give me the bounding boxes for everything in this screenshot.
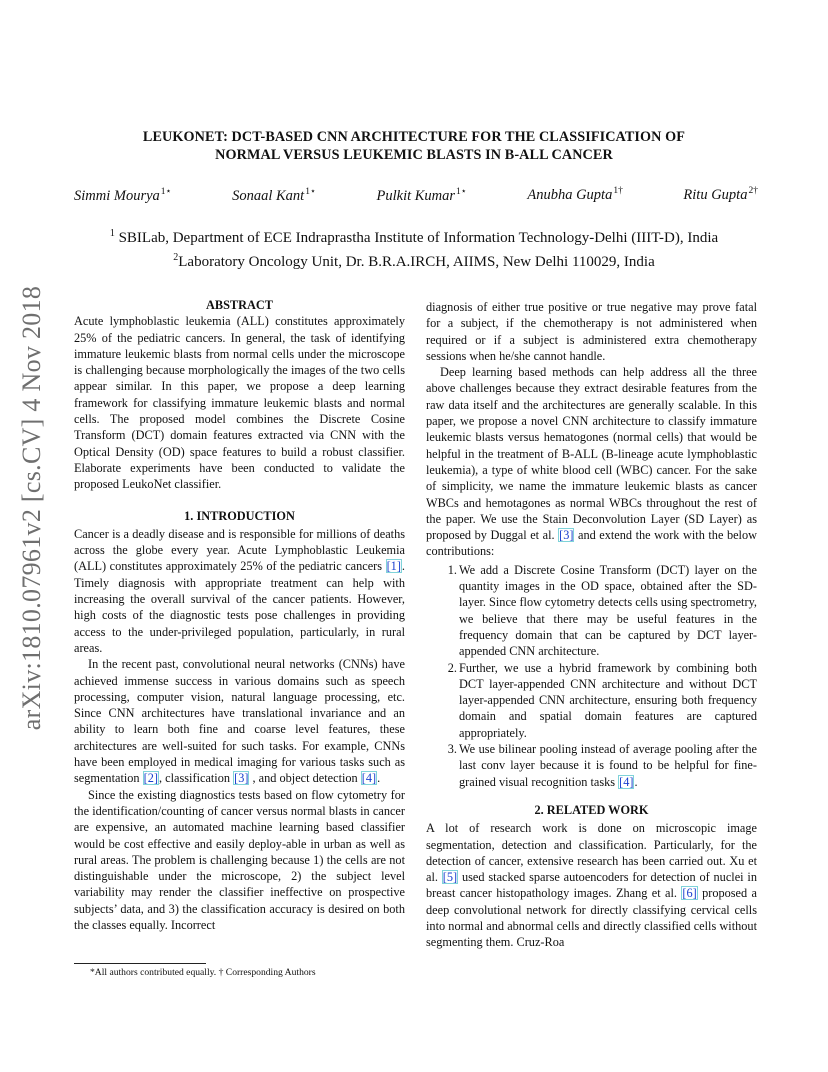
citation-link[interactable]: [3] [234, 771, 249, 786]
text-run: In the recent past, convolutional neural networks (CNNs) have achieved immense success in various domains such as speech processing, computer vision, natural language processing, etc. Since CNN architectures have translational invariance and an ability to learn both fine and coarse level features, these architectures are well-suited for such tasks. For example, CNNs have been employed in medical imaging for various tasks such as segmentation [74, 657, 405, 786]
affiliations [74, 224, 754, 272]
intro-paragraph-3: Since the existing diagnostics tests based on flow cytometry for the identification/counting of cancer versus normal blasts in cancer are expensive, an automated machine learning based classifier would be cost effective and easily deploy-able in urban as well as rural areas. The problem is challenging because 1) the cells are not distinguishable under the microscope, 2) the subject level variability may render the classifier ineffective on prospective subjects’ data, and 3) the classification accuracy is desired on both the classes equally. Incorrect [74, 787, 405, 932]
list-text: Further, we use a hybrid framework by combining both DCT layer-appended CNN architecture and without DCT layer-appended CNN architecture, ensuring both frequency domain and spatial domain features are captured appropriately. [459, 660, 757, 740]
right-column [426, 299, 757, 951]
text-run: . [377, 771, 381, 786]
author-name: Ritu Gupta [683, 186, 748, 203]
author-mark: 1⋆ [456, 187, 467, 197]
list-number: 1. [447, 562, 457, 577]
paper-title [74, 128, 754, 164]
citation-link[interactable]: [5] [442, 870, 458, 885]
list-item [426, 562, 757, 660]
author-name: Pulkit Kumar [376, 187, 456, 204]
author-mark: 1⋆ [305, 187, 316, 197]
intro-paragraph-3-continued: diagnosis of either true positive or true negative may prove fatal for a subject, if the chemotherapy is not administered when required or if a subject is administered extra chemotherapy sessions when he/she cannot handle. [426, 300, 757, 363]
arxiv-identifier-text: arXiv:1810.07961v2 [cs.CV] 4 Nov 2018 [17, 285, 47, 731]
list-number: 2. [447, 660, 457, 675]
footnote-divider [74, 963, 206, 964]
text-run: and extend the work with the below contributions: [426, 528, 757, 559]
citation-link[interactable]: [6] [682, 886, 697, 901]
text-run: Deep learning based methods can help address all the three above challenges because they extract desirable features from the raw data itself and the architectures are generally scalable. In this paper, we propose a novel CNN architecture to classify immature leukemic blasts versus hematogones (normal cells) that would be helpful in the treatment of B-ALL (B-lineage acute lymphoblastic leukemia), a type of white blood cell (WBC) cancer. For the sake of simplicity, we name the immature leukemic blasts as cancer WBCs and hemotagones as normal WBCs throughout the rest of the paper. We use the Stain Deconvolution Layer (SD Layer) as proposed by Duggal et al. [426, 365, 757, 543]
affiliation-mark: 2 [173, 252, 179, 263]
paper-title-line-2: NORMAL VERSUS LEUKEMIC BLASTS IN B-ALL CANCER [215, 147, 613, 163]
citation-link[interactable]: [1] [386, 559, 401, 574]
list-item [426, 741, 757, 790]
affiliation-text: SBILab, Department of ECE Indraprastha Institute of Information Technology-Delhi (IIIT-D), India [114, 230, 719, 246]
text-run: Cancer is a deadly disease and is responsible for millions of deaths across the globe every year. Acute Lymphoblastic Leukemia (ALL) constitutes approximately 25% of the pediatric cancers [74, 526, 405, 574]
affiliation-1 [74, 224, 754, 248]
citation-link[interactable]: [3] [559, 528, 574, 543]
introduction-heading: 1. INTRODUCTION [184, 508, 295, 523]
affiliation-mark: 1 [109, 228, 115, 239]
citation-link[interactable]: [4] [619, 774, 634, 789]
list-item [426, 660, 757, 741]
author [683, 186, 758, 205]
paper-title-line-1: LEUKONET: DCT-BASED CNN ARCHITECTURE FOR THE CLASSIFICATION OF [142, 129, 686, 145]
list-text [459, 741, 757, 790]
author [377, 186, 467, 205]
abstract-heading: ABSTRACT [206, 298, 273, 312]
citation-link[interactable]: [2] [143, 771, 158, 786]
intro-paragraph-4 [426, 364, 757, 560]
affiliation-2 [74, 248, 754, 272]
text-run: . [634, 774, 638, 789]
text-run: A lot of research work is done on microscopic image segmentation, detection and classification. Particularly, for the detection of cancer, extensive research has been carried out. Xu et al. [426, 821, 757, 885]
left-column [74, 297, 405, 933]
text-run: , and object detection [249, 771, 361, 786]
author [232, 186, 316, 205]
text-run: proposed a deep convolutional network for directly classifying cervical cells into normal and abnormal cells and directly classified cells without segmenting them. Cruz-Roa [426, 886, 758, 950]
list-text: We add a Discrete Cosine Transform (DCT) layer on the quantity images in the OD space, obtained after the SD-layer. Since flow cytometry detects cells using spectrometry, we believe that there may be useful features in the frequency domain that can be captured by DCT layer-appended CNN architecture. [459, 562, 757, 659]
author-mark: 1⋆ [160, 187, 172, 197]
text-run: used stacked sparse autoencoders for detection of nuclei in breast cancer histopathology images. Zhang et al. [426, 870, 757, 901]
text-run: . Timely diagnosis with appropriate treatment can help with increasing the overall survival of the cancer patients. However, high costs of the diagnostic tests pose challenges in providing access to the under-privileged population, particularly, in rural areas. [74, 559, 405, 655]
author-name: Anubha Gupta [527, 186, 613, 203]
author-name: Sonaal Kant [232, 187, 305, 204]
list-number: 3. [447, 742, 457, 757]
author [527, 186, 622, 205]
author-mark: 2† [748, 186, 758, 196]
author [74, 186, 172, 205]
abstract-text: Acute lymphoblastic leukemia (ALL) constitutes approximately 25% of the pediatric cancers. In general, the task of identifying immature leukemic blasts from normal cells under the microscope is challenging because morphologically the images of the two cells appear similar. In this paper, we propose a deep learning framework for classifying immature leukemic blasts and normal cells. The proposed model combines the Discrete Cosine Transform (DCT) domain features extracted via CNN with the Optical Density (OD) space features to build a robust classifier. Elaborate experiments have been conducted to validate the proposed LeukoNet classifier. [74, 314, 405, 492]
arxiv-identifier [8, 284, 56, 732]
author-mark: 1† [613, 186, 623, 196]
author-list [74, 186, 758, 205]
author-name: Simmi Mourya [74, 187, 160, 204]
related-work-heading: 2. RELATED WORK [534, 802, 649, 817]
intro-paragraph-2 [74, 656, 405, 786]
intro-paragraph-1 [74, 526, 405, 656]
related-work-paragraph [426, 820, 757, 950]
affiliation-text: Laboratory Oncology Unit, Dr. B.R.A.IRCH, AIIMS, New Delhi 110029, India [178, 254, 655, 270]
contributions-list [426, 562, 757, 790]
citation-link[interactable]: [4] [361, 771, 377, 786]
text-run: , classification [159, 771, 234, 786]
footnote: *All authors contributed equally. † Corresponding Authors [90, 967, 316, 978]
text-run: We use bilinear pooling instead of average pooling after the last conv layer because it is found to be helpful for fine-grained visual recognition tasks [459, 742, 757, 789]
